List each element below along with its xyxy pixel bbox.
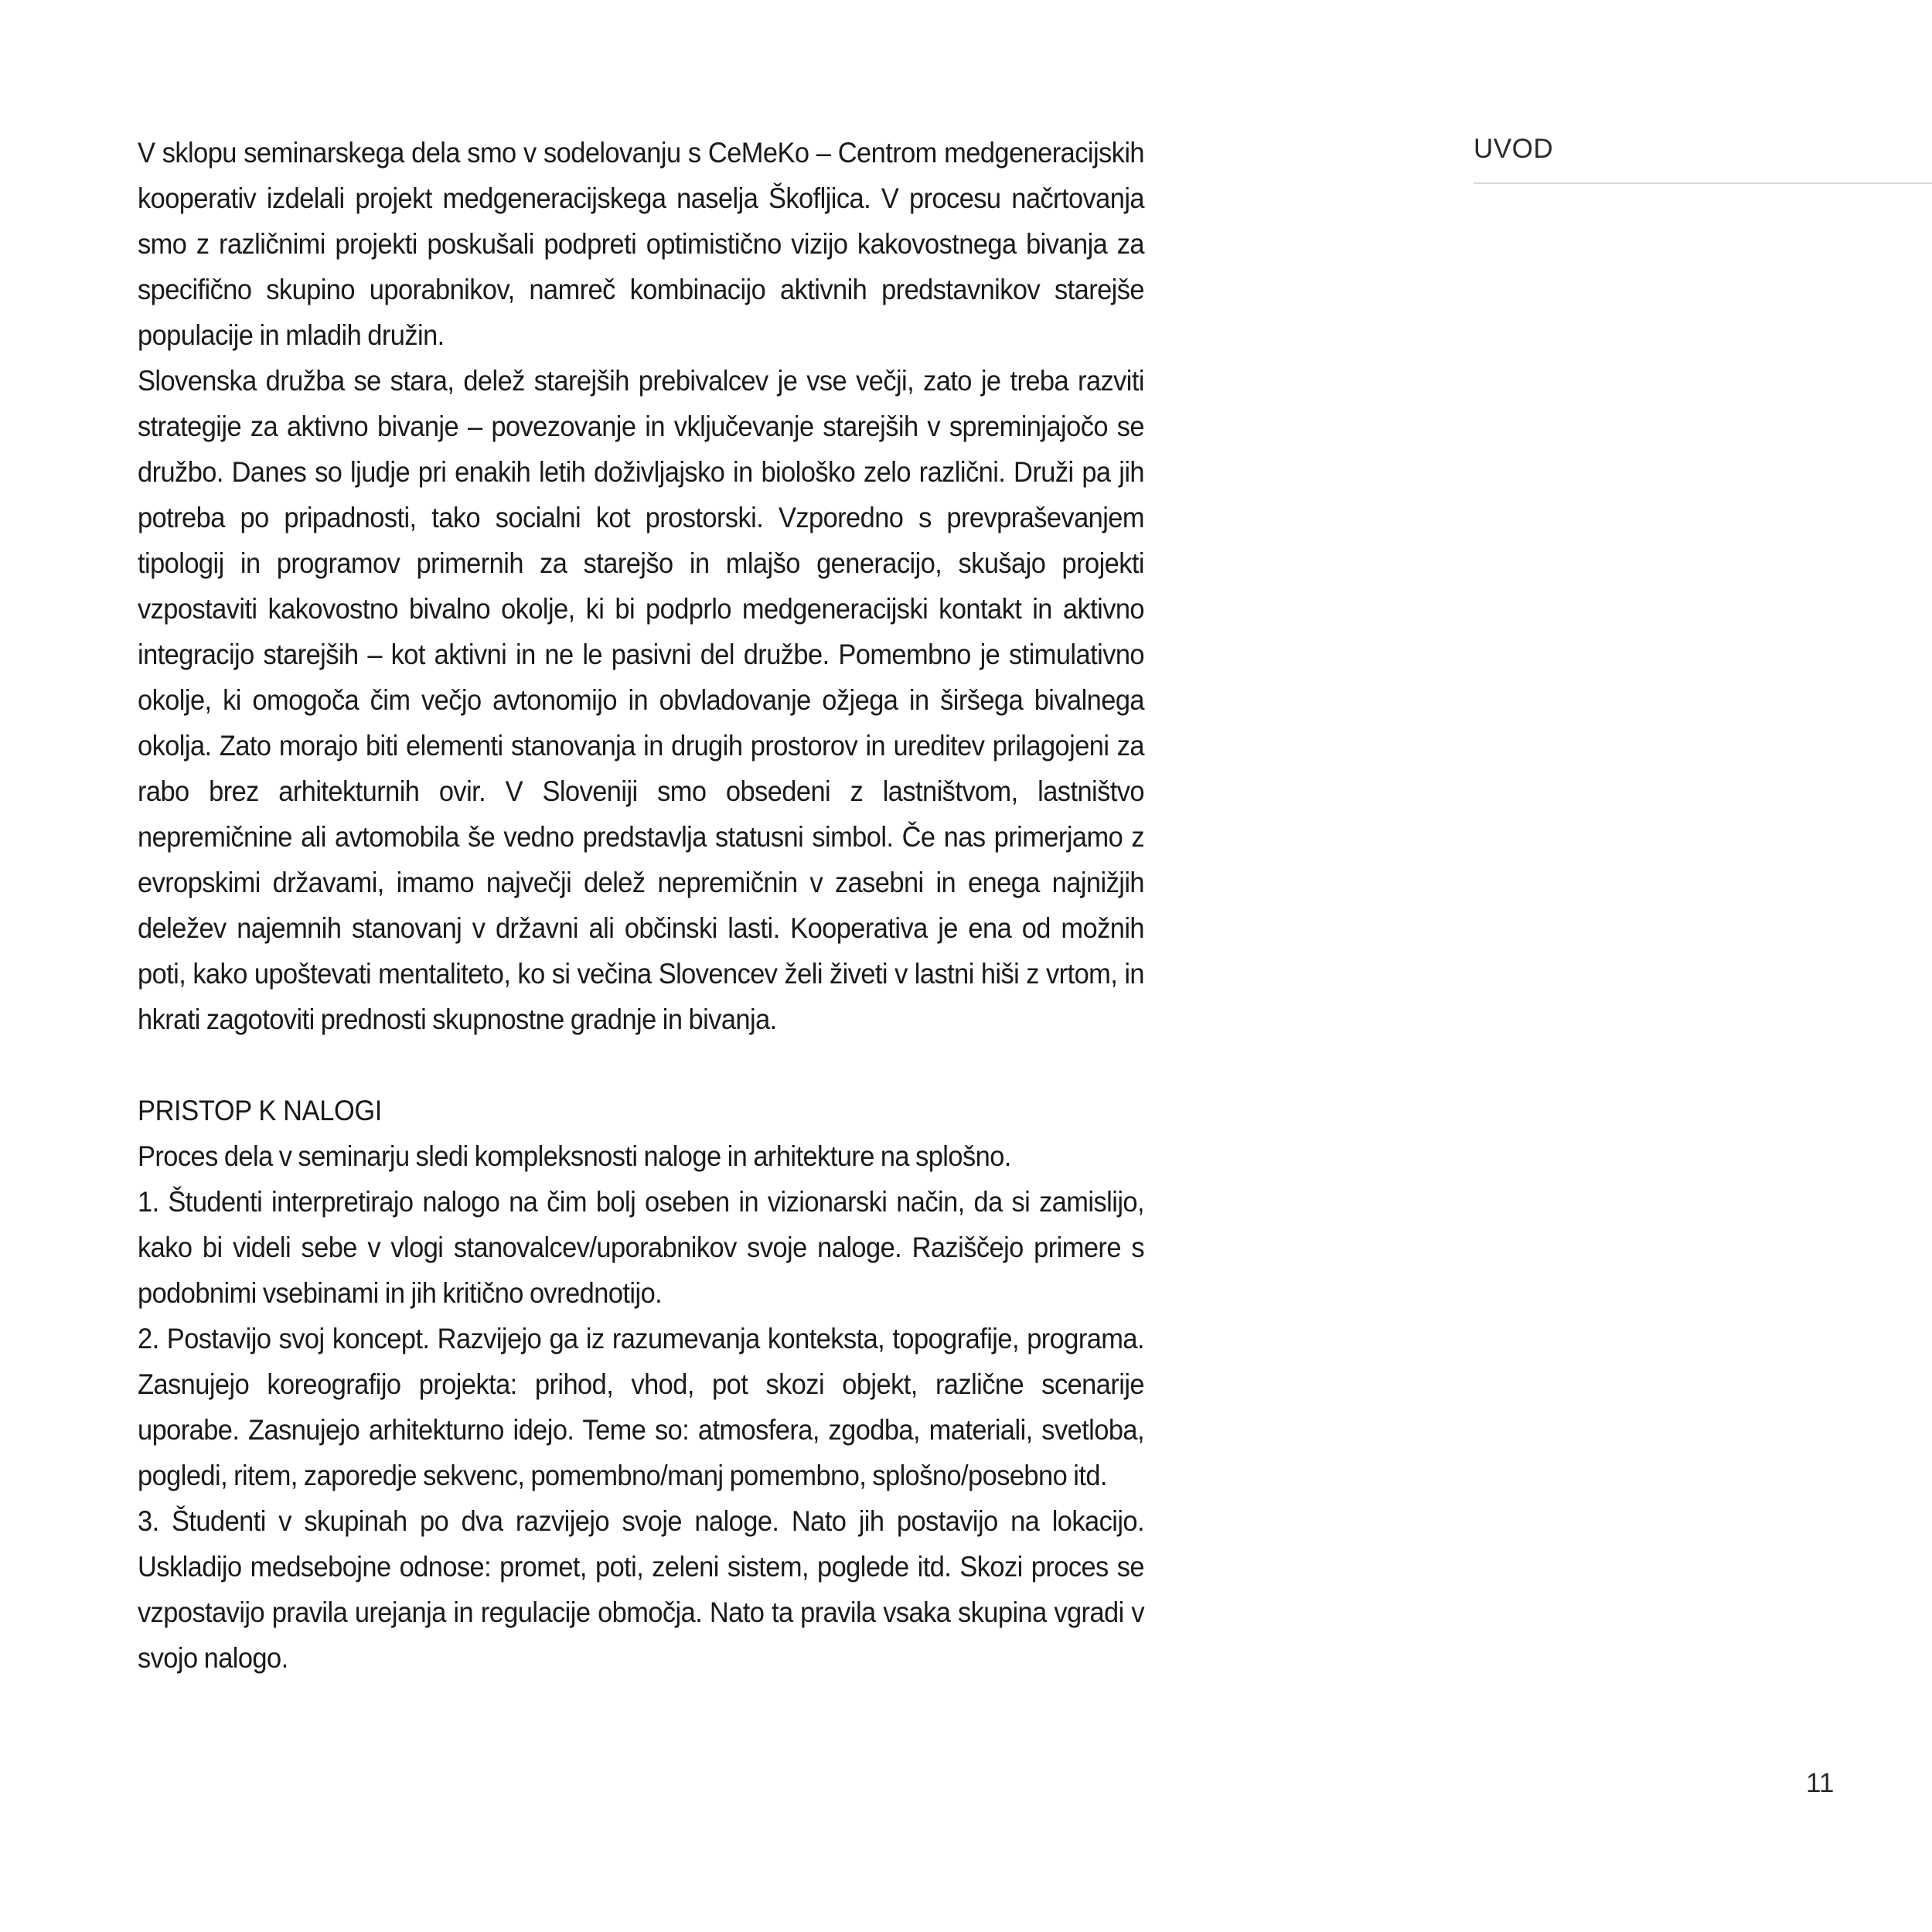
section-spacer: [138, 1042, 1144, 1088]
main-text-column: [138, 130, 1144, 1681]
intro-paragraph-2: Slovenska družba se stara, delež starejših prebivalcev je vse večji, zato je treba razviti strategije za aktivno bivanje – povezovanje in vključevanje starejših v spreminjajočo se družbo. Danes so ljudje pri enakih letih doživljajsko in biološko zelo različni. Druži pa jih potreba po pripadnosti, tako socialni kot prostorski. Vzporedno s prevpraševanjem tipologij in programov primernih za starejšo in mlajšo generacijo, skušajo projekti vzpostaviti kakovostno bivalno okolje, ki bi podprlo medgeneracijski kontakt in aktivno integracijo starejših – kot aktivni in ne le pasivni del družbe. Pomembno je stimulativno okolje, ki omogoča čim večjo avtonomijo in obvladovanje ožjega in širšega bivalnega okolja. Zato morajo biti elementi stanovanja in drugih prostorov in ureditev prilagojeni za rabo brez arhitekturnih ovir. V Sloveniji smo obsedeni z lastništvom, lastništvo nepremičnine ali avtomobila še vedno predstavlja statusni simbol. Če nas primerjamo z evropskimi državami, imamo največji delež nepremičnin v zasebni in enega najnižjih deležev najemnih stanovanj v državni ali občinski lasti. Kooperativa je ena od možnih poti, kako upoštevati mentaliteto, ko si večina Slovencev želi živeti v lastni hiši z vrtom, in hkrati zagotoviti prednosti skupnostne gradnje in bivanja.: [138, 365, 1144, 1035]
section-heading: PRISTOP K NALOGI: [138, 1095, 382, 1126]
approach-paragraph-intro: Proces dela v seminarju sledi kompleksnosti naloge in arhitekture na splošno.: [138, 1140, 1011, 1172]
approach-step-2: 2. Postavijo svoj koncept. Razvijejo ga iz razumevanja konteksta, topografije, programa. Zasnujejo koreografijo projekta: prihod, vhod, pot skozi objekt, različne scenarije uporabe. Zasnujejo arhitekturno idejo. Teme so: atmosfera, zgodba, materiali, svetloba, pogledi, ritem, zaporedje sekvenc, pomembno/manj pomembno, splošno/posebno itd.: [138, 1323, 1144, 1491]
chapter-label-text: UVOD: [1474, 134, 1554, 164]
intro-paragraph-1: V sklopu seminarskega dela smo v sodelovanju s CeMeKo – Centrom medgeneracijskih kooperativ izdelali projekt medgeneracijskega naselja Škofljica. V procesu načrtovanja smo z različnimi projekti poskušali podpreti optimistično vizijo kakovostnega bivanja za specifično skupino uporabnikov, namreč kombinacijo aktivnih predstavnikov starejše populacije in mladih družin.: [138, 137, 1144, 351]
approach-step-1: 1. Študenti interpretirajo nalogo na čim bolj oseben in vizionarski način, da si zamislijo, kako bi videli sebe v vlogi stanovalcev/uporabnikov svoje naloge. Raziščejo primere s podobnimi vsebinami in jih kritično ovrednotijo.: [138, 1186, 1144, 1309]
chapter-label: [1474, 130, 1932, 184]
page-number: 11: [1806, 1768, 1835, 1798]
approach-step-3: 3. Študenti v skupinah po dva razvijejo svoje naloge. Nato jih postavijo na lokacijo. Uskladijo medsebojne odnose: promet, poti, zeleni sistem, poglede itd. Skozi proces se vzpostavijo pravila urejanja in regulacije območja. Nato ta pravila vsaka skupina vgradi v svojo nalogo.: [138, 1505, 1144, 1674]
